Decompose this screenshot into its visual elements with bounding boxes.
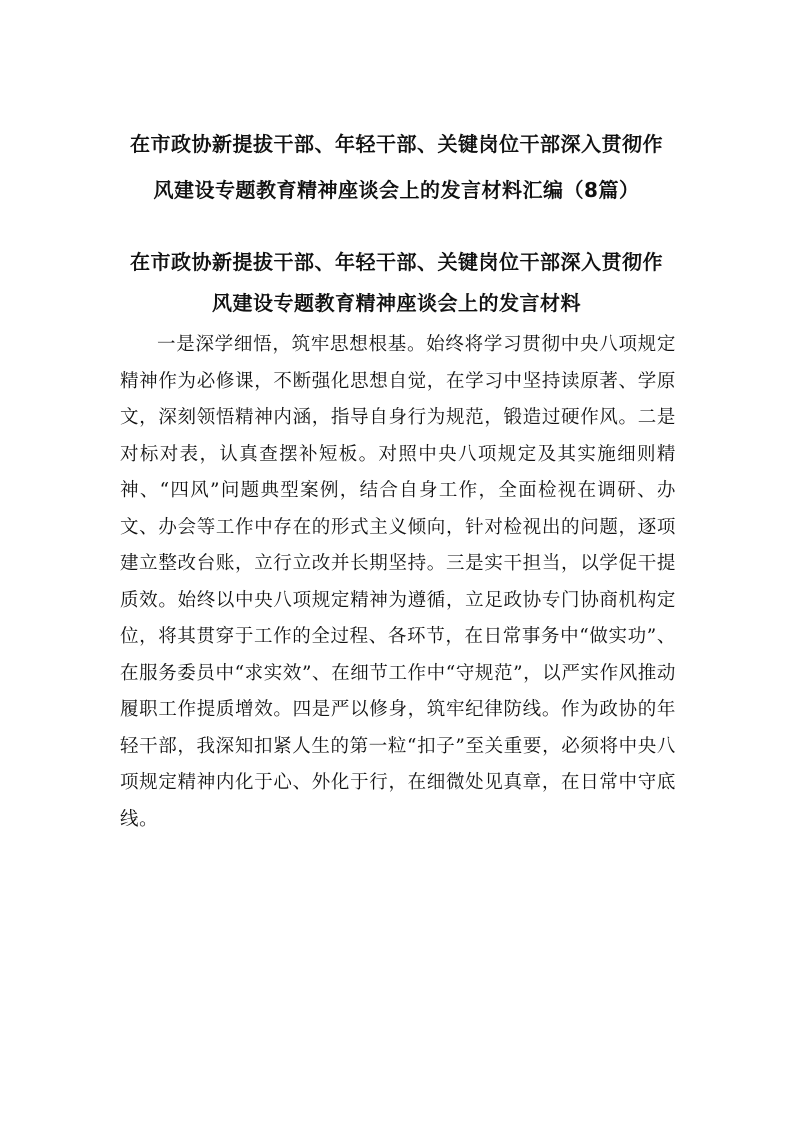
sub-title-line-2: 风建设专题教育精神座谈会上的发言材料 xyxy=(212,291,581,315)
main-title-line-1: 在市政协新提拔干部、年轻干部、关键岗位干部深入贯彻作 xyxy=(130,132,663,156)
sub-title-line-1: 在市政协新提拔干部、年轻干部、关键岗位干部深入贯彻作 xyxy=(130,250,663,274)
body-paragraph: 一是深学细悟，筑牢思想根基。始终将学习贯彻中央八项规定精神作为必修课，不断强化思想自觉，在学习中坚持读原著、学原文，深刻领悟精神内涵，指导自身行为规范，锻造过硬作风。二是对标对表，认真查摆补短板。对照中央八项规定及其实施细则精神、“四风”问题典型案例，结合自身工作，全面检视在调研、办文、办会等工作中存在的形式主义倾向，针对检视出的问题，逐项建立整改台账，立行立改并长期坚持。三是实干担当，以学促干提质效。始终以中央八项规定精神为遵循，立足政协专门协商机构定位，将其贯穿于工作的全过程、各环节，在日常事务中“做实功”、在服务委员中“求实效”、在细节工作中“守规范”，以严实作风推动履职工作提质增效。四是严以修身，筑牢纪律防线。作为政协的年轻干部，我深知扣紧人生的第一粒“扣子”至关重要，必须将中央八项规定精神内化于心、外化于行，在细微处见真章，在日常中守底线。 xyxy=(120,334,676,830)
main-title-line-2: 风建设专题教育精神座谈会上的发言材料汇编（8篇） xyxy=(153,178,640,202)
